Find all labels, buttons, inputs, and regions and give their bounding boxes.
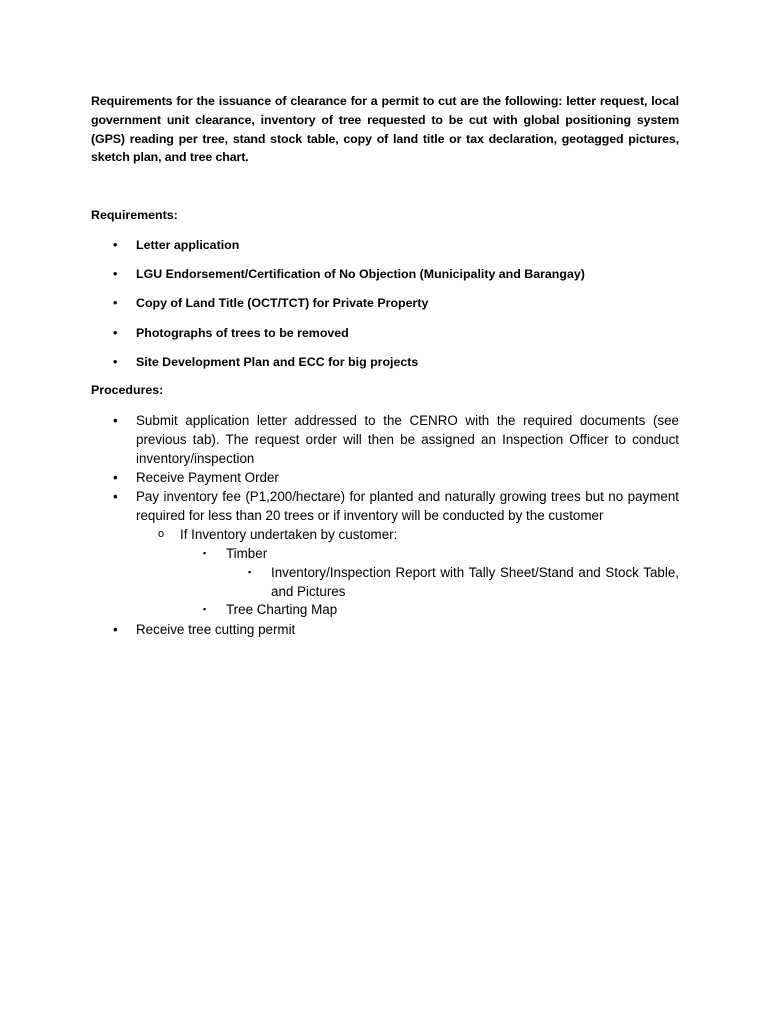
procedure-text: If Inventory undertaken by customer: [180,527,398,542]
bullet-icon: • [113,355,118,369]
bullet-icon: • [113,326,118,340]
procedure-text: Receive Payment Order [136,470,279,485]
requirement-text: Letter application [136,238,240,252]
square-bullet-icon: ▪ [203,604,207,614]
bullet-icon: • [113,238,118,252]
procedure-text: Timber [226,546,268,561]
procedure-text: Tree Charting Map [226,602,338,617]
intro-paragraph: Requirements for the issuance of clearance for a permit to cut are the following: letter request, local government unit clearance, inventory of tree requested to be cut with global positioning system (GPS) reading per tree, stand stock table, copy of land title or tax declaration, geotagged pictures, sketch plan, and tree chart. [91,94,679,165]
procedure-text: Pay inventory fee (P1,200/hectare) for planted and naturally growing trees but no payment required for less than 20 trees or if inventory will be conducted by the customer [136,489,679,523]
procedure-text: Receive tree cutting permit [136,622,296,637]
procedure-text: Inventory/Inspection Report with Tally Sheet/Stand and Stock Table, and Pictures [271,565,679,599]
bullet-icon: • [113,267,118,281]
square-bullet-icon: ▪ [203,548,207,558]
bullet-icon: • [113,489,118,504]
requirement-text: Copy of Land Title (OCT/TCT) for Private Property [136,296,429,310]
requirement-text: Site Development Plan and ECC for big projects [136,355,419,369]
requirement-text: LGU Endorsement/Certification of No Objection (Municipality and Barangay) [136,267,585,281]
procedure-subitem-inventory-report [248,563,679,601]
procedure-item-inventory-fee [113,487,679,525]
square-bullet-icon: ▪ [248,567,252,577]
procedure-text: Submit application letter addressed to the CENRO with the required documents (see previous tab). The request order will then be assigned an Inspection Officer to conduct inventory/inspection [136,413,679,466]
procedure-item-submit-application [113,411,679,468]
procedures-heading: Procedures: [91,383,164,397]
bullet-icon: • [113,296,118,310]
requirements-heading: Requirements: [91,208,178,222]
circle-bullet-icon: o [158,528,165,540]
bullet-icon: • [113,622,118,637]
bullet-icon: • [113,413,118,428]
requirement-text: Photographs of trees to be removed [136,326,349,340]
bullet-icon: • [113,470,118,485]
